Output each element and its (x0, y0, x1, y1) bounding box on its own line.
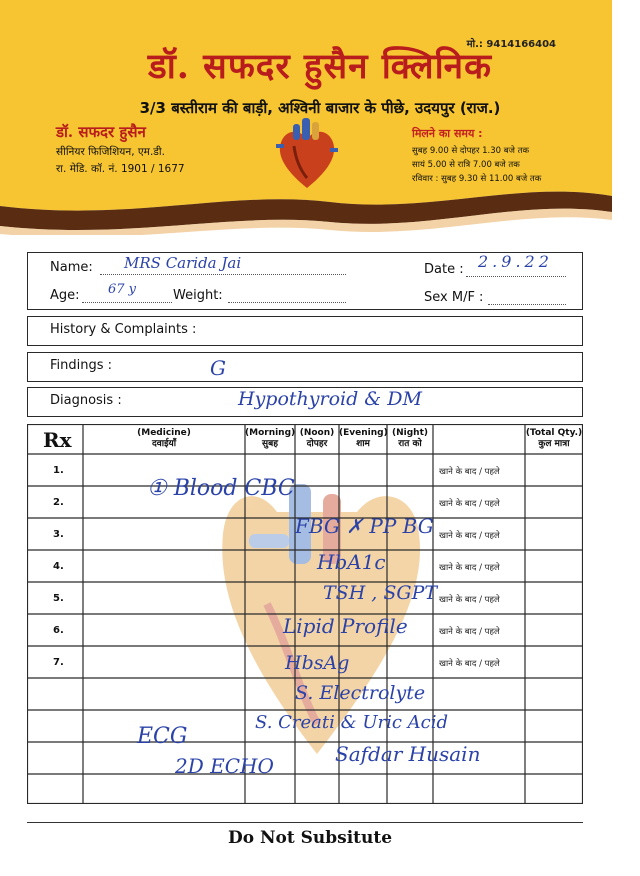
footer-note: Do Not Subsitute (227, 828, 393, 848)
hw-hbsag: HbsAg (285, 652, 350, 674)
hw-ecg: ECG (137, 724, 188, 749)
hw-electrolyte: S. Electrolyte (295, 682, 426, 704)
col-medicine: (Medicine) दवाईयाँ (137, 428, 191, 449)
name-dotted-line (100, 274, 346, 275)
weight-label: Weight: (173, 288, 223, 303)
col-total-qty: (Total Qty.) कुल मात्रा (525, 428, 583, 449)
sex-dotted-line (488, 304, 566, 305)
col-morning: (Morning) सुबह (245, 428, 296, 449)
age-label: Age: (50, 288, 80, 303)
meal-instruction: खाने के बाद / पहले (439, 499, 500, 509)
age-dotted-line (82, 302, 172, 303)
hw-fbg-ppbg: FBG ✗ PP BG (295, 514, 434, 538)
hw-blood-cbc: ① Blood CBC (147, 476, 295, 501)
footer-divider (27, 822, 583, 823)
diagnosis-label: Diagnosis : (50, 393, 122, 408)
patient-name-handwritten: MRS Carida Jai (124, 254, 242, 272)
meal-instruction: खाने के बाद / पहले (439, 563, 500, 573)
row-number: 3. (53, 529, 64, 540)
doctor-registration: रा. मेडि. कॉ. नं. 1901 / 1677 (56, 163, 185, 175)
meal-instruction: खाने के बाद / पहले (439, 659, 500, 669)
row-number: 5. (53, 593, 64, 604)
row-number: 2. (53, 497, 64, 508)
heart-logo-icon (272, 116, 342, 192)
findings-handwritten: G (210, 356, 226, 380)
meal-instruction: खाने के बाद / पहले (439, 627, 500, 637)
row-number: 1. (53, 465, 64, 476)
timing-sunday: रविवार : सुबह 9.30 से 11.00 बजे तक (412, 174, 542, 184)
visiting-hours (412, 126, 541, 184)
row-number: 7. (53, 657, 64, 668)
timings-title: मिलने का समय : (412, 127, 483, 140)
rx-symbol: Rx (43, 428, 72, 452)
hw-creatinine-uric: S. Creati & Uric Acid (255, 712, 449, 733)
weight-dotted-line (228, 302, 346, 303)
clinic-header (0, 0, 640, 235)
age-handwritten: 67 y (108, 282, 137, 297)
hw-tsh-sgpt: TSH , SGPT (323, 582, 438, 604)
date-label: Date : (424, 262, 464, 277)
prescription-table (27, 424, 583, 804)
diagnosis-handwritten: Hypothyroid & DM (238, 388, 422, 410)
col-night: (Night) रात को (392, 428, 428, 449)
doctor-qualification: सीनियर फिजिशियन, एम.डी. (56, 146, 165, 158)
clinic-name: डॉ. सफदर हुसैन क्लिनिक (148, 46, 492, 87)
col-noon: (Noon) दोपहर (299, 428, 335, 449)
meal-instruction: खाने के बाद / पहले (439, 531, 500, 541)
row-number: 6. (53, 625, 64, 636)
name-label: Name: (50, 260, 93, 275)
meal-instruction: खाने के बाद / पहले (439, 467, 500, 477)
col-evening: (Evening) शाम (339, 428, 388, 449)
doctor-name: डॉ. सफदर हुसैन (56, 123, 146, 141)
row-number: 4. (53, 561, 64, 572)
hw-2d-echo: 2D ECHO (175, 754, 274, 778)
timing-evening: सायं 5.00 से रात्रि 7.00 बजे तक (412, 160, 520, 170)
hw-hba1c: HbA1c (317, 550, 386, 574)
doctor-signature: Safdar Husain (335, 742, 481, 766)
mobile-number: मो.: 9414166404 (466, 39, 556, 50)
clinic-address: 3/3 बस्तीराम की बाड़ी, अश्विनी बाजार के पीछे, उदयपुर (राज.) (139, 99, 501, 117)
sex-label: Sex M/F : (424, 290, 484, 305)
date-dotted-line (466, 276, 566, 277)
history-label: History & Complaints : (50, 322, 197, 337)
meal-instruction: खाने के बाद / पहले (439, 595, 500, 605)
findings-label: Findings : (50, 358, 113, 373)
doctor-info (56, 122, 185, 176)
date-handwritten: 2.9.22 (478, 252, 553, 271)
timing-morning: सुबह 9.00 से दोपहर 1.30 बजे तक (412, 146, 529, 156)
hw-lipid-profile: Lipid Profile (283, 614, 408, 638)
